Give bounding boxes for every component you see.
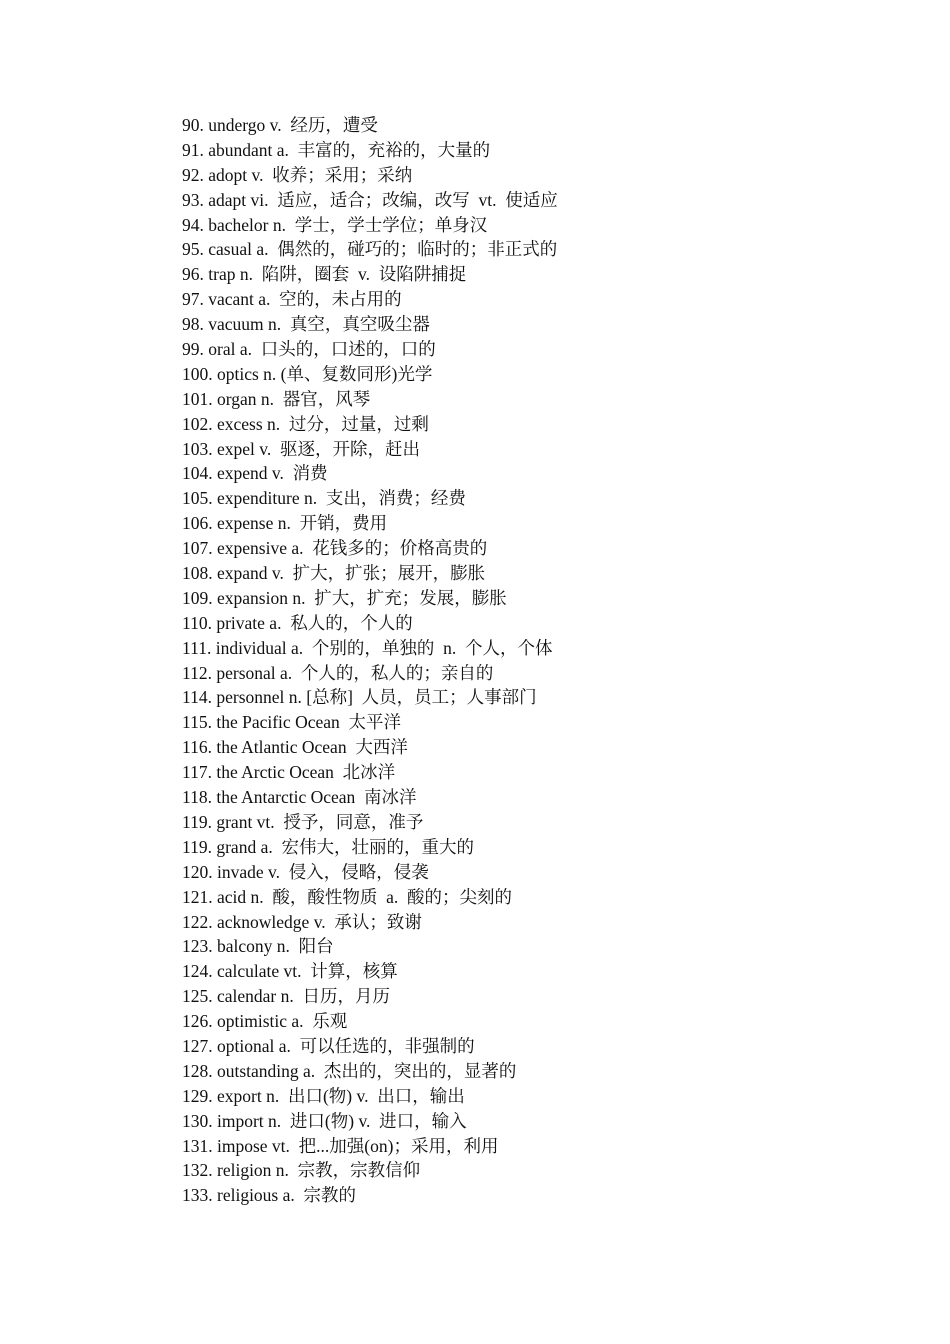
- vocabulary-entry: 108. expand v. 扩大，扩张；展开，膨胀: [182, 563, 486, 584]
- vocabulary-entry: 92. adopt v. 收养；采用；采纳: [182, 164, 413, 185]
- vocabulary-entry: 126. optimistic a. 乐观: [182, 1011, 348, 1032]
- vocabulary-entry: 91. abundant a. 丰富的，充裕的，大量的: [182, 139, 491, 160]
- vocabulary-entry: 105. expenditure n. 支出，消费；经费: [182, 488, 466, 509]
- vocabulary-entry: 131. impose vt. 把...加强(on)；采用，利用: [182, 1135, 499, 1156]
- vocabulary-entry: 114. personnel n. [总称] 人员，员工；人事部门: [182, 687, 537, 708]
- vocabulary-entry: 132. religion n. 宗教，宗教信仰: [182, 1160, 421, 1181]
- vocabulary-entry: 96. trap n. 陷阱，圈套 v. 设陷阱捕捉: [182, 264, 467, 285]
- vocabulary-entry: 115. the Pacific Ocean 太平洋: [182, 712, 402, 733]
- vocabulary-entry: 129. export n. 出口(物) v. 出口，输出: [182, 1085, 465, 1106]
- vocabulary-entry: 107. expensive a. 花钱多的；价格高贵的: [182, 538, 488, 559]
- vocabulary-entry: 97. vacant a. 空的，未占用的: [182, 289, 402, 310]
- vocabulary-entry: 128. outstanding a. 杰出的，突出的，显著的: [182, 1060, 517, 1081]
- vocabulary-entry: 110. private a. 私人的，个人的: [182, 612, 413, 633]
- vocabulary-entry: 133. religious a. 宗教的: [182, 1185, 357, 1206]
- vocabulary-entry: 112. personal a. 个人的，私人的；亲自的: [182, 662, 494, 683]
- vocabulary-entry: 125. calendar n. 日历，月历: [182, 986, 391, 1007]
- vocabulary-entry: 116. the Atlantic Ocean 大西洋: [182, 737, 408, 758]
- vocabulary-entry: 100. optics n. (单、复数同形)光学: [182, 363, 433, 384]
- vocabulary-entry: 119. grant vt. 授予，同意，准予: [182, 811, 424, 832]
- vocabulary-entry: 119. grand a. 宏伟大，壮丽的，重大的: [182, 836, 474, 857]
- vocabulary-entry: 94. bachelor n. 学士，学士学位；单身汉: [182, 214, 488, 235]
- vocabulary-entry: 121. acid n. 酸，酸性物质 a. 酸的；尖刻的: [182, 886, 513, 907]
- vocabulary-entry: 101. organ n. 器官，风琴: [182, 388, 371, 409]
- vocabulary-entry: 106. expense n. 开销，费用: [182, 513, 388, 534]
- vocabulary-entry: 109. expansion n. 扩大，扩充；发展，膨胀: [182, 587, 507, 608]
- vocabulary-entry: 124. calculate vt. 计算，核算: [182, 961, 398, 982]
- vocabulary-entry: 118. the Antarctic Ocean 南冰洋: [182, 787, 417, 808]
- vocabulary-entry: 111. individual a. 个别的，单独的 n. 个人，个体: [182, 637, 553, 658]
- vocabulary-entry: 93. adapt vi. 适应，适合；改编，改写 vt. 使适应: [182, 189, 558, 210]
- vocabulary-entry: 99. oral a. 口头的，口述的，口的: [182, 339, 436, 360]
- vocabulary-entry: 104. expend v. 消费: [182, 463, 328, 484]
- vocabulary-entry: 123. balcony n. 阳台: [182, 936, 334, 957]
- vocabulary-entry: 90. undergo v. 经历，遭受: [182, 115, 378, 135]
- vocabulary-entry: 120. invade v. 侵入，侵略，侵袭: [182, 861, 429, 882]
- vocabulary-list: [182, 113, 558, 1208]
- vocabulary-entry: 103. expel v. 驱逐，开除，赶出: [182, 438, 421, 459]
- vocabulary-entry: 102. excess n. 过分，过量，过剩: [182, 413, 429, 434]
- vocabulary-entry: 130. import n. 进口(物) v. 进口，输入: [182, 1110, 467, 1131]
- vocabulary-entry: 95. casual a. 偶然的，碰巧的；临时的；非正式的: [182, 239, 558, 260]
- vocabulary-entry: 127. optional a. 可以任选的，非强制的: [182, 1035, 475, 1056]
- vocabulary-entry: 98. vacuum n. 真空，真空吸尘器: [182, 314, 430, 335]
- vocabulary-entry: 117. the Arctic Ocean 北冰洋: [182, 762, 396, 783]
- vocabulary-entry: 122. acknowledge v. 承认；致谢: [182, 911, 422, 932]
